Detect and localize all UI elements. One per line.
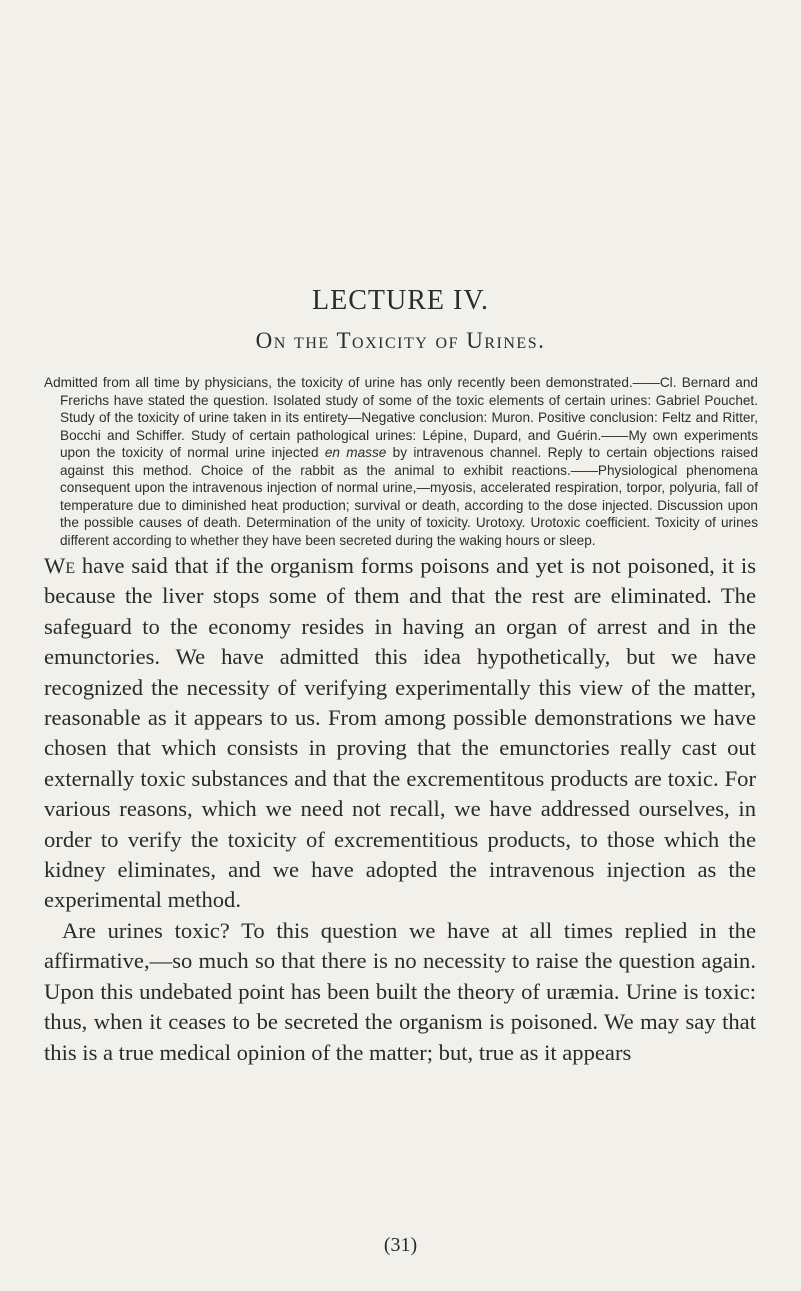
- abstract-paragraph: [44, 374, 758, 549]
- abstract-text-2: by intravenous channel. Reply to certain objections raised against this method. Choice of the rabbit as the animal to exhibit reactions.——Physiological phenomena consequent upon the intravenous injection of normal urine,—myosis, accelerated respiration, torpor, polyuria, fall of temperature due to diminished heat production; survival or death, according to the dose injected. Discussion upon the possible causes of death. Determination of the unity of toxicity. Urotoxy. Urotoxic coefficient. Toxicity of urines different according to whether they have been secreted during the waking hours or sleep.: [60, 445, 759, 548]
- body-paragraph-1: [44, 551, 756, 916]
- lecture-subtitle: On the Toxicity of Urines.: [255, 328, 546, 353]
- paragraph-lead-word: We: [44, 553, 76, 578]
- body-paragraph-2: Are urines toxic? To this question we have at all times replied in the affirmative,—so much so that there is no necessity to raise the question again. Upon this undebated point has been built the theory of uræmia. Urine is toxic: thus, when it ceases to be secreted the organism is poisoned. We may say that this is a true medical opinion of the matter; but, true as it appears: [44, 917, 756, 1065]
- paragraph-1-text: have said that if the organism forms poisons and yet is not poisoned, it is because the liver stops some of them and that the rest are eliminated. The safeguard to the economy resides in having an organ of arrest and in the emunctories. We have admitted this idea hypothetically, but we have recognized the necessity of verifying experimentally this view of the matter, reasonable as it appears to us. From among possible demonstrations we have chosen that which consists in proving that the emunctories really cast out externally toxic substances and that the excrementitous products are toxic. For various reasons, which we need not recall, we have addressed ourselves, in order to verify the toxicity of excrementitious products, to those which the kidney eliminates, and we have adopted the intravenous injection as the experimental method.: [44, 553, 756, 913]
- abstract-text-1: Admitted from all time by physicians, the toxicity of urine has only recently been demonstrated.——Cl. Bernard and Frerichs have stated the question. Isolated study of some of the toxic elements of certain urines: Gabriel Pouchet. Study of the toxicity of urine taken in its entirety—Negative conclusion: Muron. Positive conclusion: Feltz and Ritter, Bocchi and Schiffer. Study of certain pathological urines: Lépine, Dupard, and Guérin.——My own experiments upon the toxicity of normal urine injected: [44, 375, 758, 460]
- lecture-heading: LECTURE IV.: [312, 285, 489, 316]
- lecture-abstract: [44, 374, 758, 549]
- body-text: [44, 551, 756, 1068]
- page-number: (31): [383, 1234, 418, 1256]
- abstract-italic: en masse: [324, 445, 387, 460]
